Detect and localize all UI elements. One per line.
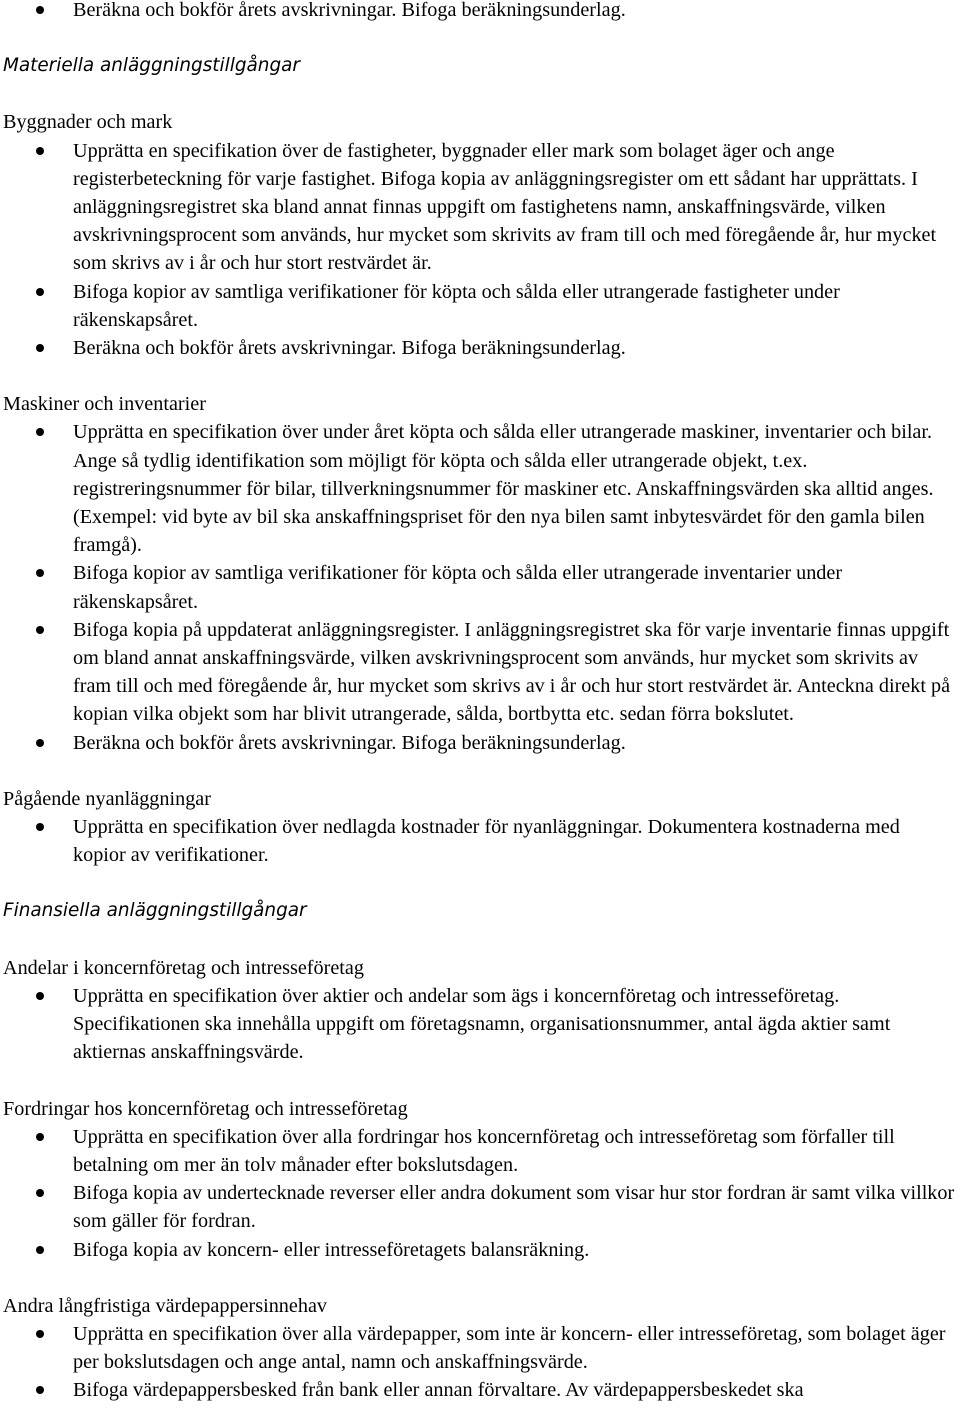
- heading-byggnader: Byggnader och mark: [3, 111, 173, 134]
- list-item: [0, 813, 960, 869]
- bullet-icon: [36, 823, 44, 831]
- heading-vardepapper: Andra långfristiga värdepappersinnehav: [3, 1294, 327, 1317]
- list-item: [0, 1236, 960, 1264]
- list-item: [0, 1123, 960, 1179]
- bullet-icon: [36, 344, 44, 352]
- list-item-text: Upprätta en specifikation över under året köpta och sålda eller utrangerade maskiner, inventarier och bilar. Ange så tydlig identifikation som möjligt för köpta och sålda eller utrangerade objekt, t.ex. registreringsnummer för bilar, tillverkningsnummer för maskiner etc. Anskaffningsvärden ska alltid anges. (Exempel: vid byte av bil ska anskaffningspriset för den nya bilen samt inbytesvärdet för den gamla bilen framgå).: [73, 421, 934, 557]
- list-item-text: Upprätta en specifikation över nedlagda kostnader för nyanläggningar. Dokumentera kostnaderna med kopior av verifikationer.: [73, 816, 900, 867]
- section-title-finansiella: Finansiella anläggningstillgångar: [3, 900, 307, 922]
- bullet-icon: [36, 569, 44, 577]
- bullet-icon: [36, 739, 44, 747]
- list-item: [0, 0, 960, 24]
- list-item-text: Beräkna och bokför årets avskrivningar. Bifoga beräkningsunderlag.: [73, 0, 626, 21]
- heading-maskiner: Maskiner och inventarier: [3, 393, 206, 416]
- bullet-icon: [36, 1330, 44, 1338]
- list-item-text: Upprätta en specifikation över alla fordringar hos koncernföretag och intresseföretag som förfaller till betalning om mer än tolv månader efter bokslutsdagen.: [73, 1125, 895, 1176]
- list-item: [0, 559, 960, 615]
- list-item: [0, 278, 960, 334]
- list-item: [0, 1376, 960, 1404]
- bullet-icon: [36, 1189, 44, 1197]
- list-item: [0, 982, 960, 1067]
- list-item: [0, 418, 960, 559]
- section-title-materiella: Materiella anläggningstillgångar: [3, 55, 300, 77]
- list-item-text: Bifoga kopia på uppdaterat anläggningsregister. I anläggningsregistret ska för varje inventarie finnas uppgift om bland annat anskaffningsvärde, vilken avskrivningsprocent som används, hur mycket som skrivits av fram till och med föregående år, hur mycket som skrivs av i år och hur stort restvärdet är. Anteckna direkt på kopian vilka objekt som har blivit utrangerade, sålda, bortbytta etc. sedan förra bokslutet.: [73, 618, 951, 726]
- list-item: [0, 334, 960, 362]
- list-item: [0, 1320, 960, 1376]
- list-item-text: Bifoga kopior av samtliga verifikationer för köpta och sålda eller utrangerade inventarier under räkenskapsåret.: [73, 562, 843, 613]
- andelar-list: [0, 982, 960, 1067]
- bullet-icon: [36, 1133, 44, 1141]
- bullet-icon: [36, 6, 44, 14]
- list-item: [0, 616, 960, 729]
- list-item: [0, 1179, 960, 1235]
- list-item: [0, 729, 960, 757]
- bullet-icon: [36, 1386, 44, 1394]
- list-item-text: Upprätta en specifikation över aktier och andelar som ägs i koncernföretag och intresseföretag. Specifikationen ska innehålla uppgift om företagsnamn, organisationsnummer, antal ägda aktier samt aktiernas anskaffningsvärde.: [73, 984, 891, 1064]
- bullet-icon: [36, 992, 44, 1000]
- list-item-text: Bifoga kopia av undertecknade reverser eller andra dokument som visar hur stor fordran är samt vilka villkor som gäller för fordran.: [73, 1182, 955, 1233]
- vardepapper-list: [0, 1320, 960, 1405]
- heading-fordringar: Fordringar hos koncernföretag och intresseföretag: [3, 1097, 408, 1120]
- list-item-text: Bifoga kopia av koncern- eller intresseföretagets balansräkning.: [73, 1238, 590, 1261]
- bullet-icon: [36, 1246, 44, 1254]
- top-list: [0, 0, 960, 24]
- bullet-icon: [36, 626, 44, 634]
- list-item-text: Upprätta en specifikation över alla värdepapper, som inte är koncern- eller intresseföretag, som bolaget äger per bokslutsdagen och ange antal, namn och anskaffningsvärde.: [73, 1322, 946, 1374]
- maskiner-list: [0, 418, 960, 756]
- byggnader-list: [0, 137, 960, 363]
- heading-andelar: Andelar i koncernföretag och intresseföretag: [3, 956, 364, 979]
- list-item-text: Bifoga värdepappersbesked från bank eller annan förvaltare. Av värdepappersbeskedet ska: [73, 1379, 804, 1402]
- list-item-text: Beräkna och bokför årets avskrivningar. Bifoga beräkningsunderlag.: [73, 731, 626, 754]
- list-item: [0, 137, 960, 278]
- bullet-icon: [36, 288, 44, 296]
- list-item-text: Bifoga kopior av samtliga verifikationer för köpta och sålda eller utrangerade fastigheter under räkenskapsåret.: [73, 280, 840, 331]
- bullet-icon: [36, 428, 44, 436]
- list-item-text: Upprätta en specifikation över de fastigheter, byggnader eller mark som bolaget äger och ange registerbeteckning för varje fastighet. Bifoga kopia av anläggningsregister om ett sådant har upprättats. I anläggningsregistret ska bland annat finnas uppgift om fastighetens namn, anskaffningsvärde, vilken avskrivningsprocent som används, hur mycket som skrivits av fram till och med föregående år, hur mycket som skrivs av i år och hur stort restvärdet är.: [73, 139, 937, 275]
- bullet-icon: [36, 147, 44, 155]
- heading-pagaende: Pågående nyanläggningar: [3, 787, 211, 810]
- fordringar-list: [0, 1123, 960, 1264]
- list-item-text: Beräkna och bokför årets avskrivningar. Bifoga beräkningsunderlag.: [73, 337, 626, 360]
- pagaende-list: [0, 813, 960, 869]
